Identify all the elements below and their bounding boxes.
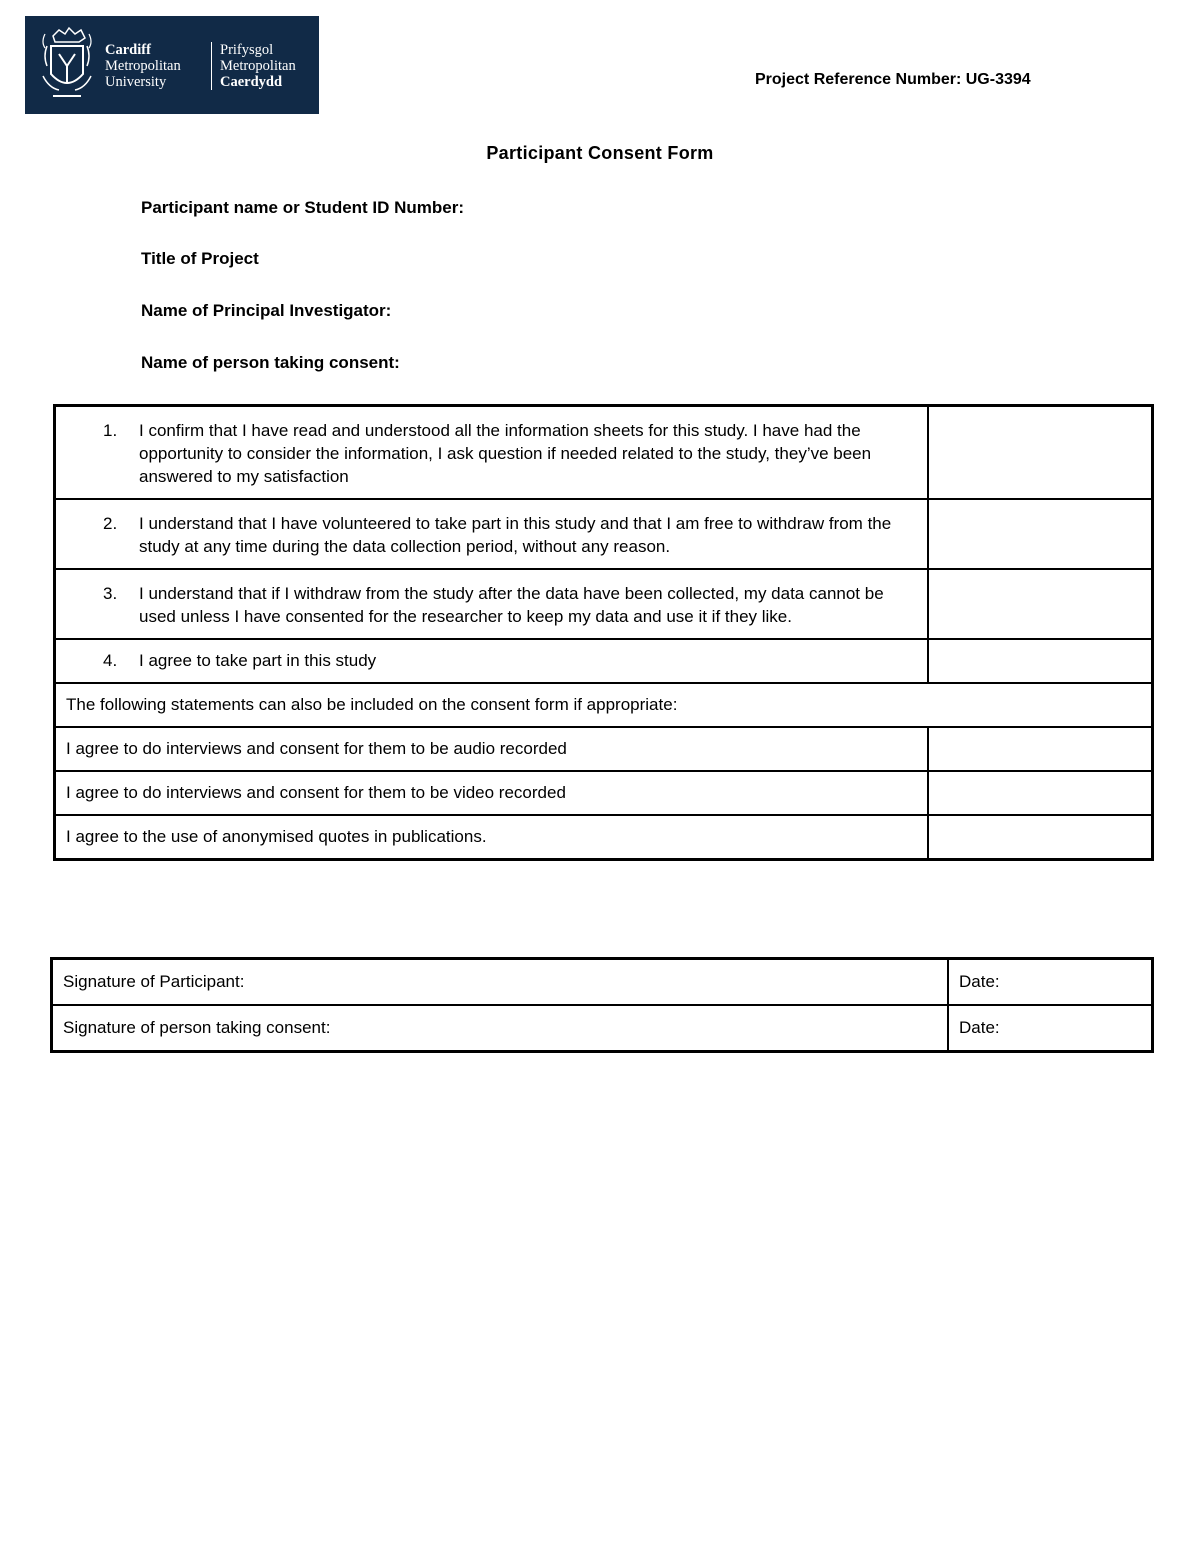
participant-signature-field[interactable]: Signature of Participant: <box>52 959 949 1006</box>
optional-statement: I agree to do interviews and consent for them to be video recorded <box>55 771 929 815</box>
university-logo <box>25 16 319 114</box>
participant-date-field[interactable]: Date: <box>948 959 1153 1006</box>
item-number: 4. <box>103 651 118 670</box>
table-row <box>55 499 1153 569</box>
consent-statement <box>55 569 929 639</box>
item-text: I confirm that I have read and understood all the information sheets for this study. I have had the opportunity to consider the information, I ask question if needed related to the study, they’ve been answered to my satisfaction <box>139 421 872 486</box>
table-row <box>55 727 1153 771</box>
table-row <box>55 406 1153 500</box>
consent-table <box>53 404 1154 861</box>
logo-text: Metropolitan <box>105 58 181 74</box>
initial-box[interactable] <box>928 406 1153 500</box>
table-row <box>55 815 1153 860</box>
table-row <box>55 683 1153 727</box>
item-number: 1. <box>103 421 118 440</box>
consent-statement <box>55 639 929 683</box>
consent-taker-date-field[interactable]: Date: <box>948 1005 1153 1052</box>
optional-statement: I agree to the use of anonymised quotes in publications. <box>55 815 929 860</box>
initial-box[interactable] <box>928 771 1153 815</box>
table-row <box>52 959 1153 1006</box>
table-row <box>52 1005 1153 1052</box>
project-reference: Project Reference Number: UG-3394 <box>755 71 1031 88</box>
logo-text: Prifysgol <box>220 42 274 58</box>
item-text: I understand that if I withdraw from the study after the data have been collected, my data cannot be used unless I have consented for the researcher to keep my data and use it if they like. <box>139 584 884 626</box>
logo-english-name <box>105 42 181 90</box>
signature-table <box>50 957 1154 1053</box>
logo-welsh-name <box>211 42 296 90</box>
logo-text: Cardiff <box>105 42 151 58</box>
consent-statement <box>55 499 929 569</box>
optional-statement: I agree to do interviews and consent for them to be audio recorded <box>55 727 929 771</box>
item-number: 3. <box>103 584 118 603</box>
item-number: 2. <box>103 514 118 533</box>
optional-statements-note: The following statements can also be included on the consent form if appropriate: <box>55 683 1153 727</box>
consent-statement <box>55 406 929 500</box>
item-text: I agree to take part in this study <box>139 651 377 670</box>
table-row <box>55 771 1153 815</box>
principal-investigator-label: Name of Principal Investigator: <box>141 301 392 320</box>
table-row <box>55 639 1153 683</box>
initial-box[interactable] <box>928 569 1153 639</box>
consent-taker-signature-field[interactable]: Signature of person taking consent: <box>52 1005 949 1052</box>
initial-box[interactable] <box>928 499 1153 569</box>
consent-taker-label: Name of person taking consent: <box>141 353 400 372</box>
initial-box[interactable] <box>928 815 1153 860</box>
initial-box[interactable] <box>928 639 1153 683</box>
logo-text: University <box>105 74 167 90</box>
initial-box[interactable] <box>928 727 1153 771</box>
page-title: Participant Consent Form <box>486 143 714 163</box>
logo-text: Metropolitan <box>220 58 296 74</box>
logo-text: Caerdydd <box>220 74 283 90</box>
item-text: I understand that I have volunteered to take part in this study and that I am free to withdraw from the study at any time during the data collection period, without any reason. <box>139 514 892 556</box>
university-crest-icon <box>39 26 95 104</box>
table-row <box>55 569 1153 639</box>
project-title-label: Title of Project <box>141 249 259 268</box>
participant-id-label: Participant name or Student ID Number: <box>141 198 465 217</box>
